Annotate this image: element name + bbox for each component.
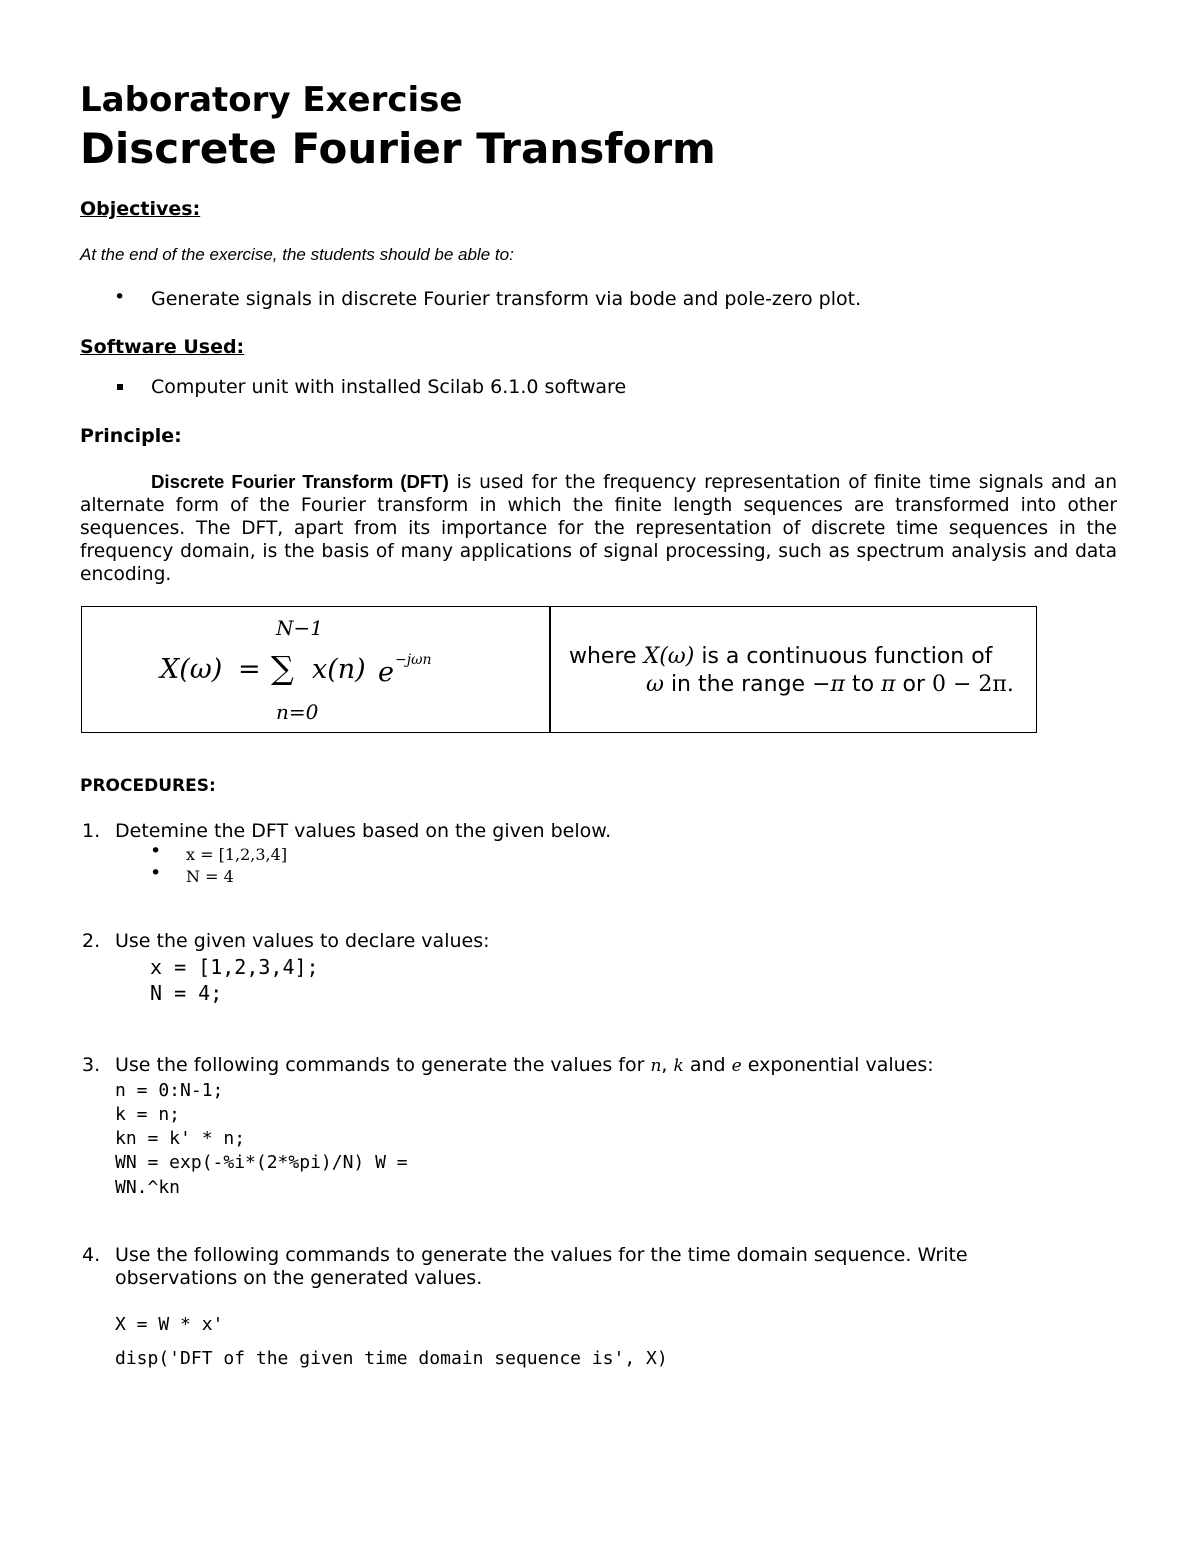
bullet-icon: • — [114, 286, 126, 308]
software-item: Computer unit with installed Scilab 6.1.0 software — [151, 376, 627, 398]
code-line: k = n; — [115, 1104, 181, 1125]
step-number: 4. — [82, 1244, 101, 1266]
principle-paragraph — [80, 470, 1117, 586]
objectives-heading: Objectives: — [80, 198, 201, 220]
objectives-intro: At the end of the exercise, the students should be able to: — [80, 245, 514, 264]
formula-equals: = — [238, 654, 261, 685]
step-number: 2. — [82, 930, 101, 952]
step1-text: Detemine the DFT values based on the given below. — [115, 820, 612, 842]
code-line: disp('DFT of the given time domain sequence is', X) — [115, 1348, 668, 1369]
step-number: 1. — [82, 820, 101, 842]
step1-item-n: N = 4 — [186, 867, 234, 886]
formula-description-line1: where X(ω) is a continuous function of — [569, 644, 993, 669]
exponent: −jωn — [395, 652, 432, 668]
step4-text-line2: observations on the generated values. — [115, 1267, 483, 1289]
bullet-icon: • — [150, 840, 162, 862]
code-line: X = W * x' — [115, 1314, 224, 1335]
step2-text: Use the given values to declare values: — [115, 930, 490, 952]
dft-term: Discrete Fourier Transform (DFT) — [151, 471, 449, 492]
code-line: kn = k' * n; — [115, 1128, 246, 1149]
objective-item: Generate signals in discrete Fourier transform via bode and pole-zero plot. — [151, 288, 862, 310]
principle-text: is used for the frequency representation of finite time signals and an alternate form of the Fourier transform in which the finite length sequences are transformed into other sequences. The DFT, apart from its importance for the representation of discrete time sequences in the frequency domain, is the basis of many applications of signal processing, such as spectrum analysis and data encoding. — [80, 472, 1117, 585]
lab-title: Laboratory Exercise — [80, 80, 463, 120]
exp-base: e — [378, 657, 394, 688]
sigma-symbol: ∑ — [271, 649, 294, 687]
formula-table — [81, 606, 1037, 733]
formula-term: x(n) — [312, 654, 366, 685]
step-number: 3. — [82, 1054, 101, 1076]
table-divider — [549, 606, 551, 733]
square-bullet-icon — [117, 384, 123, 390]
principle-heading: Principle: — [80, 425, 182, 447]
sum-lower-limit: n=0 — [276, 700, 319, 724]
code-line: N = 4; — [150, 981, 223, 1005]
formula-lhs: X(ω) — [160, 654, 223, 685]
software-heading: Software Used: — [80, 336, 245, 358]
step4-text-line1: Use the following commands to generate the values for the time domain sequence. Write — [115, 1244, 968, 1266]
procedures-heading: PROCEDURES: — [80, 776, 216, 796]
code-line: x = [1,2,3,4]; — [150, 955, 319, 979]
sum-upper-limit: N−1 — [276, 616, 323, 640]
code-line: WN.^kn — [115, 1177, 181, 1198]
step1-item-x: x = [1,2,3,4] — [186, 845, 288, 864]
code-line: n = 0:N-1; — [115, 1080, 224, 1101]
code-line: WN = exp(-%i*(2*%pi)/N) W = — [115, 1152, 408, 1173]
bullet-icon: • — [150, 862, 162, 884]
step3-text: Use the following commands to generate the values for n, k and e exponential values: — [115, 1054, 934, 1076]
formula-description-line2: ω in the range −π to π or 0 − 2π. — [646, 672, 1014, 697]
exercise-title: Discrete Fourier Transform — [80, 124, 716, 173]
